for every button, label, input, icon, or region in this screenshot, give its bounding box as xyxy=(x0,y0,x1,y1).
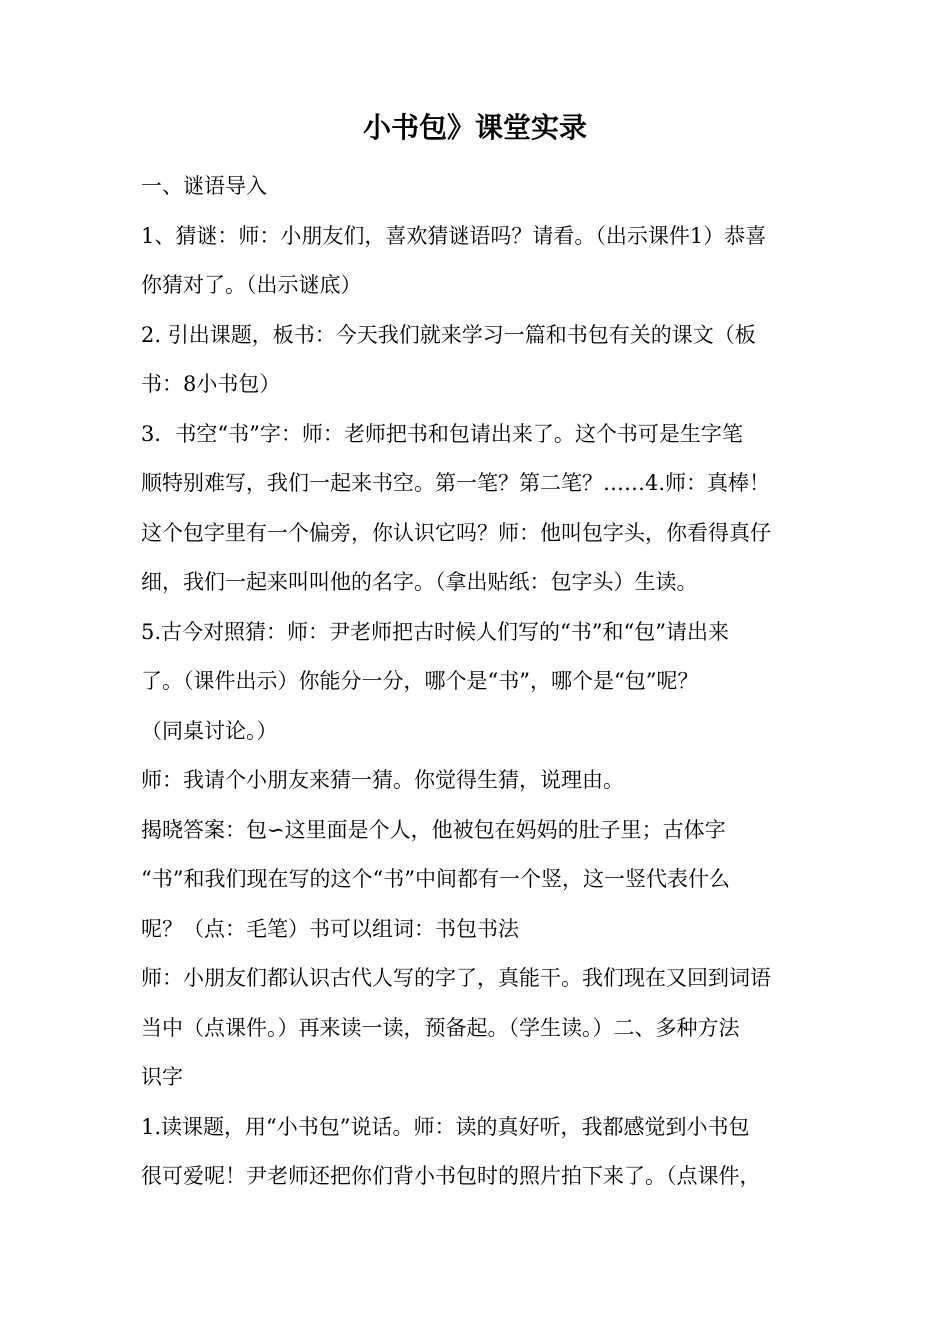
paragraph-line: 1、猜谜：师：小朋友们，喜欢猜谜语吗？请看。（出示课件1）恭喜 xyxy=(141,224,767,248)
paragraph-line: 了。（课件出示）你能分一分，哪个是“书”，哪个是“包”呢？ xyxy=(141,669,699,693)
paragraph-line: 呢？（点：毛笔）书可以组词：书包书法 xyxy=(141,917,519,941)
paragraph-line: 2. 引出课题，板书：今天我们就来学习一篇和书包有关的课文（板 xyxy=(141,323,756,347)
paragraph-line: 师：小朋友们都认识古代人写的字了，真能干。我们现在又回到词语 xyxy=(141,966,771,990)
paragraph-line: 3．书空“书”字：师：老师把书和包请出来了。这个书可是生字笔 xyxy=(141,422,743,446)
paragraph-line: 顺特别难写，我们一起来书空。第一笔？第二笔？……4.师：真棒！ xyxy=(141,471,771,495)
paragraph-line: 揭晓答案：包∽这里面是个人，他被包在妈妈的肚子里；古体字 xyxy=(141,818,726,842)
paragraph-line: 很可爱呢！尹老师还把你们背小书包时的照片拍下来了。（点课件， xyxy=(141,1164,761,1188)
paragraph-line: 你猜对了。（出示谜底） xyxy=(141,273,362,297)
paragraph-line: “书”和我们现在写的这个“书”中间都有一个竖，这一竖代表什么 xyxy=(141,867,730,891)
paragraph-line: 师：我请个小朋友来猜一猜。你觉得生猜，说理由。 xyxy=(141,768,624,792)
paragraph-line: 书：8小书包） xyxy=(141,372,281,396)
paragraph-line: 当中（点课件。）再来读一读，预备起。（学生读。）二、多种方法 xyxy=(141,1016,740,1040)
paragraph-line: 细，我们一起来叫叫他的名字。（拿出贴纸：包字头）生读。 xyxy=(141,570,698,594)
paragraph-line: 识字 xyxy=(141,1065,183,1089)
paragraph-line: （同桌讨论。） xyxy=(141,719,278,743)
paragraph-line: 1.读课题，用“小书包”说话。师：读的真好听，我都感觉到小书包 xyxy=(141,1115,750,1139)
paragraph-line: 5.古今对照猜：师：尹老师把古时候人们写的“书”和“包”请出来 xyxy=(141,620,729,644)
paragraph-line: 这个包字里有一个偏旁，你认识它吗？师：他叫包字头，你看得真仔 xyxy=(141,521,771,545)
document-title: 小书包》课堂实录 xyxy=(362,111,587,144)
paragraph-line: 一、谜语导入 xyxy=(141,174,267,198)
